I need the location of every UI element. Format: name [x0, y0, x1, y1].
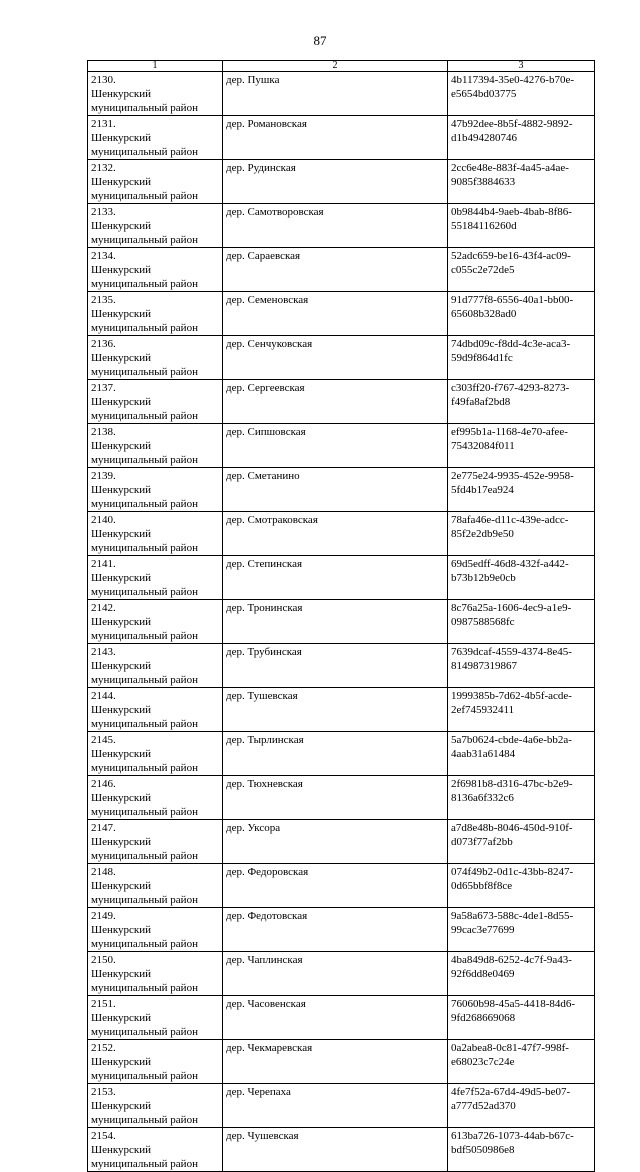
- district-cell: [88, 908, 223, 952]
- settlement-cell: [223, 732, 448, 776]
- district-cell: [88, 732, 223, 776]
- district-name: Шенкурский: [91, 616, 152, 628]
- district-type: муниципальный район: [91, 1070, 198, 1082]
- district-type: муниципальный район: [91, 102, 198, 114]
- row-number: 2152.: [91, 1042, 116, 1054]
- district-type: муниципальный район: [91, 542, 198, 554]
- district-cell: [88, 1128, 223, 1172]
- column-number: 1: [88, 61, 223, 72]
- row-number: 2146.: [91, 778, 116, 790]
- district-line: [91, 469, 219, 497]
- row-number: 2144.: [91, 690, 116, 702]
- guid-part-2: d1b494280746: [451, 132, 517, 144]
- table-row: [88, 116, 595, 160]
- settlement-name: дер. Сараевская: [226, 250, 301, 262]
- row-number: 2150.: [91, 954, 116, 966]
- table-row: [88, 996, 595, 1040]
- row-number: 2130.: [91, 74, 116, 86]
- guid-part-1: 78afa46e-d11c-439e-adcc-: [451, 514, 569, 526]
- row-number: 2136.: [91, 338, 116, 350]
- district-cell: [88, 864, 223, 908]
- settlement-cell: [223, 468, 448, 512]
- guid-cell: [448, 820, 595, 864]
- guid-cell: [448, 116, 595, 160]
- district-cell: [88, 336, 223, 380]
- district-name: Шенкурский: [91, 1056, 152, 1068]
- district-cell: [88, 204, 223, 248]
- row-number: 2147.: [91, 822, 116, 834]
- table-row: [88, 468, 595, 512]
- table-row: [88, 380, 595, 424]
- guid-part-1: 76060b98-45a5-4418-84d6-: [451, 998, 576, 1010]
- settlement-cell: [223, 512, 448, 556]
- settlement-cell: [223, 160, 448, 204]
- district-type: муниципальный район: [91, 586, 198, 598]
- table-row: [88, 1040, 595, 1084]
- settlement-name: дер. Рудинская: [226, 162, 296, 174]
- district-name: Шенкурский: [91, 88, 152, 100]
- district-type: муниципальный район: [91, 718, 198, 730]
- guid-cell: [448, 424, 595, 468]
- district-line: [91, 777, 219, 805]
- row-number: 2133.: [91, 206, 116, 218]
- guid-part-2: d073f77af2bb: [451, 836, 513, 848]
- guid-cell: [448, 248, 595, 292]
- guid-cell: [448, 732, 595, 776]
- settlement-name: дер. Тушевская: [226, 690, 298, 702]
- settlement-name: дер. Тырлинская: [226, 734, 304, 746]
- guid-part-2: 85f2e2db9e50: [451, 528, 514, 540]
- district-type: муниципальный район: [91, 850, 198, 862]
- guid-part-2: 59d9f864d1fc: [451, 352, 513, 364]
- settlement-name: дер. Семеновская: [226, 294, 309, 306]
- guid-cell: [448, 952, 595, 996]
- guid-part-2: a777d52ad370: [451, 1100, 516, 1112]
- guid-cell: [448, 512, 595, 556]
- guid-part-2: 75432084f011: [451, 440, 515, 452]
- row-number: 2134.: [91, 250, 116, 262]
- guid-part-1: c303ff20-f767-4293-8273-: [451, 382, 570, 394]
- district-line: [91, 337, 219, 365]
- settlement-name: дер. Сметанино: [226, 470, 300, 482]
- settlement-name: дер. Тюхневская: [226, 778, 303, 790]
- settlement-name: дер. Черепаха: [226, 1086, 291, 1098]
- guid-cell: [448, 556, 595, 600]
- district-type: муниципальный район: [91, 410, 198, 422]
- district-name: Шенкурский: [91, 396, 152, 408]
- row-number: 2148.: [91, 866, 116, 878]
- settlement-cell: [223, 644, 448, 688]
- guid-part-1: 69d5edff-46d8-432f-a442-: [451, 558, 569, 570]
- guid-part-2: e5654bd03775: [451, 88, 517, 100]
- guid-part-1: 2f6981b8-d316-47bc-b2e9-: [451, 778, 573, 790]
- table-row: [88, 248, 595, 292]
- settlement-cell: [223, 600, 448, 644]
- row-number: 2132.: [91, 162, 116, 174]
- district-cell: [88, 116, 223, 160]
- district-name: Шенкурский: [91, 924, 152, 936]
- district-name: Шенкурский: [91, 572, 152, 584]
- district-name: Шенкурский: [91, 792, 152, 804]
- district-type: муниципальный район: [91, 630, 198, 642]
- guid-cell: [448, 160, 595, 204]
- settlement-cell: [223, 776, 448, 820]
- settlement-name: дер. Сергеевская: [226, 382, 305, 394]
- guid-cell: [448, 776, 595, 820]
- row-number: 2139.: [91, 470, 116, 482]
- row-number: 2145.: [91, 734, 116, 746]
- guid-part-1: 0b9844b4-9aeb-4bab-8f86-: [451, 206, 572, 218]
- district-name: Шенкурский: [91, 528, 152, 540]
- district-line: [91, 381, 219, 409]
- district-type: муниципальный район: [91, 1114, 198, 1126]
- table-row: [88, 1084, 595, 1128]
- guid-part-2: 5fd4b17ea924: [451, 484, 514, 496]
- district-name: Шенкурский: [91, 1012, 152, 1024]
- guid-cell: [448, 908, 595, 952]
- district-line: [91, 293, 219, 321]
- guid-cell: [448, 72, 595, 116]
- district-name: Шенкурский: [91, 220, 152, 232]
- district-line: [91, 205, 219, 233]
- district-line: [91, 557, 219, 585]
- district-line: [91, 1085, 219, 1113]
- district-line: [91, 73, 219, 101]
- table-row: [88, 336, 595, 380]
- settlement-name: дер. Уксора: [226, 822, 281, 834]
- district-line: [91, 909, 219, 937]
- district-name: Шенкурский: [91, 660, 152, 672]
- settlement-name: дер. Сенчуковская: [226, 338, 313, 350]
- guid-part-2: 55184116260d: [451, 220, 517, 232]
- settlement-name: дер. Степинская: [226, 558, 303, 570]
- settlement-name: дер. Тронинская: [226, 602, 303, 614]
- district-type: муниципальный район: [91, 1158, 198, 1170]
- page-number: 87: [313, 33, 327, 48]
- guid-part-1: 5a7b0624-cbde-4a6e-bb2a-: [451, 734, 572, 746]
- district-cell: [88, 776, 223, 820]
- district-line: [91, 1041, 219, 1069]
- district-cell: [88, 820, 223, 864]
- guid-cell: [448, 688, 595, 732]
- settlement-name: дер. Чекмаревская: [226, 1042, 313, 1054]
- district-line: [91, 513, 219, 541]
- district-cell: [88, 292, 223, 336]
- guid-cell: [448, 468, 595, 512]
- district-type: муниципальный район: [91, 762, 198, 774]
- guid-cell: [448, 1128, 595, 1172]
- settlement-cell: [223, 292, 448, 336]
- district-name: Шенкурский: [91, 968, 152, 980]
- table-row: [88, 688, 595, 732]
- guid-part-2: 8136a6f332c6: [451, 792, 514, 804]
- guid-part-2: f49fa8af2bd8: [451, 396, 511, 408]
- settlement-cell: [223, 996, 448, 1040]
- district-cell: [88, 424, 223, 468]
- district-cell: [88, 952, 223, 996]
- district-cell: [88, 556, 223, 600]
- district-line: [91, 997, 219, 1025]
- district-cell: [88, 600, 223, 644]
- district-cell: [88, 996, 223, 1040]
- district-type: муниципальный район: [91, 366, 198, 378]
- district-cell: [88, 380, 223, 424]
- district-name: Шенкурский: [91, 176, 152, 188]
- guid-part-2: bdf5050986e8: [451, 1144, 515, 1156]
- guid-part-1: ef995b1a-1168-4e70-afee-: [451, 426, 568, 438]
- settlement-cell: [223, 864, 448, 908]
- row-number: 2131.: [91, 118, 116, 130]
- district-line: [91, 249, 219, 277]
- district-cell: [88, 644, 223, 688]
- row-number: 2149.: [91, 910, 116, 922]
- guid-cell: [448, 336, 595, 380]
- district-name: Шенкурский: [91, 880, 152, 892]
- guid-part-1: 47b92dee-8b5f-4882-9892-: [451, 118, 573, 130]
- district-cell: [88, 1040, 223, 1084]
- guid-cell: [448, 644, 595, 688]
- column-number: 2: [223, 61, 448, 72]
- settlement-cell: [223, 204, 448, 248]
- district-name: Шенкурский: [91, 264, 152, 276]
- guid-part-1: 74dbd09c-f8dd-4c3e-aca3-: [451, 338, 571, 350]
- settlement-cell: [223, 556, 448, 600]
- district-name: Шенкурский: [91, 704, 152, 716]
- settlement-cell: [223, 952, 448, 996]
- district-type: муниципальный район: [91, 278, 198, 290]
- guid-part-2: 92f6dd8e0469: [451, 968, 515, 980]
- district-line: [91, 953, 219, 981]
- table-row: [88, 556, 595, 600]
- district-cell: [88, 1084, 223, 1128]
- row-number: 2141.: [91, 558, 116, 570]
- district-cell: [88, 160, 223, 204]
- district-name: Шенкурский: [91, 484, 152, 496]
- guid-part-2: 9fd268669068: [451, 1012, 516, 1024]
- district-cell: [88, 72, 223, 116]
- settlement-cell: [223, 336, 448, 380]
- row-number: 2142.: [91, 602, 116, 614]
- guid-part-1: 613ba726-1073-44ab-b67c-: [451, 1130, 574, 1142]
- table-row: [88, 820, 595, 864]
- table-row: [88, 160, 595, 204]
- district-name: Шенкурский: [91, 836, 152, 848]
- guid-cell: [448, 1040, 595, 1084]
- district-name: Шенкурский: [91, 1100, 152, 1112]
- guid-part-1: 9a58a673-588c-4de1-8d55-: [451, 910, 574, 922]
- table-row: [88, 600, 595, 644]
- guid-part-2: 4aab31a61484: [451, 748, 516, 760]
- guid-cell: [448, 204, 595, 248]
- guid-part-2: e68023c7c24e: [451, 1056, 515, 1068]
- settlement-name: дер. Федоровская: [226, 866, 309, 878]
- district-type: муниципальный район: [91, 454, 198, 466]
- column-number: 3: [448, 61, 595, 72]
- district-type: муниципальный район: [91, 322, 198, 334]
- district-line: [91, 733, 219, 761]
- district-name: Шенкурский: [91, 352, 152, 364]
- settlement-name: дер. Чаплинская: [226, 954, 303, 966]
- district-type: муниципальный район: [91, 982, 198, 994]
- guid-part-1: 2cc6e48e-883f-4a45-a4ae-: [451, 162, 569, 174]
- table-row: [88, 1128, 595, 1172]
- guid-part-1: 4fe7f52a-67d4-49d5-be07-: [451, 1086, 571, 1098]
- table-row: [88, 424, 595, 468]
- district-line: [91, 865, 219, 893]
- settlement-name: дер. Пушка: [226, 74, 280, 86]
- district-cell: [88, 512, 223, 556]
- district-type: муниципальный район: [91, 674, 198, 686]
- table-row: [88, 292, 595, 336]
- row-number: 2137.: [91, 382, 116, 394]
- guid-cell: [448, 292, 595, 336]
- table-row: [88, 952, 595, 996]
- settlement-name: дер. Чушевская: [226, 1130, 299, 1142]
- district-name: Шенкурский: [91, 1144, 152, 1156]
- guid-part-1: 91d777f8-6556-40a1-bb00-: [451, 294, 574, 306]
- guid-cell: [448, 864, 595, 908]
- settlement-cell: [223, 1128, 448, 1172]
- guid-part-1: 52adc659-be16-43f4-ac09-: [451, 250, 571, 262]
- district-type: муниципальный район: [91, 806, 198, 818]
- district-type: муниципальный район: [91, 938, 198, 950]
- district-type: муниципальный район: [91, 1026, 198, 1038]
- district-name: Шенкурский: [91, 748, 152, 760]
- guid-part-2: 0987588568fc: [451, 616, 515, 628]
- district-type: муниципальный район: [91, 498, 198, 510]
- table-row: [88, 72, 595, 116]
- guid-cell: [448, 600, 595, 644]
- guid-part-2: c055c2e72de5: [451, 264, 515, 276]
- table-row: [88, 204, 595, 248]
- district-type: муниципальный район: [91, 146, 198, 158]
- settlement-cell: [223, 424, 448, 468]
- guid-part-1: 4b117394-35e0-4276-b70e-: [451, 74, 575, 86]
- row-number: 2153.: [91, 1086, 116, 1098]
- row-number: 2135.: [91, 294, 116, 306]
- row-number: 2151.: [91, 998, 116, 1010]
- district-cell: [88, 468, 223, 512]
- guid-part-1: 074f49b2-0d1c-43bb-8247-: [451, 866, 574, 878]
- district-type: муниципальный район: [91, 894, 198, 906]
- district-line: [91, 117, 219, 145]
- district-line: [91, 161, 219, 189]
- settlement-cell: [223, 72, 448, 116]
- district-name: Шенкурский: [91, 440, 152, 452]
- table-row: [88, 908, 595, 952]
- settlement-name: дер. Федотовская: [226, 910, 308, 922]
- district-cell: [88, 688, 223, 732]
- guid-part-1: 8c76a25a-1606-4ec9-a1e9-: [451, 602, 572, 614]
- table-row: [88, 776, 595, 820]
- settlement-cell: [223, 908, 448, 952]
- guid-part-1: 4ba849d8-6252-4c7f-9a43-: [451, 954, 572, 966]
- guid-part-2: 65608b328ad0: [451, 308, 517, 320]
- settlement-cell: [223, 820, 448, 864]
- settlement-name: дер. Сипшовская: [226, 426, 306, 438]
- settlement-name: дер. Романовская: [226, 118, 307, 130]
- settlement-cell: [223, 1040, 448, 1084]
- district-name: Шенкурский: [91, 132, 152, 144]
- guid-cell: [448, 380, 595, 424]
- guid-part-2: 99cac3e77699: [451, 924, 515, 936]
- settlement-name: дер. Трубинская: [226, 646, 302, 658]
- settlement-cell: [223, 116, 448, 160]
- guid-part-1: 7639dcaf-4559-4374-8e45-: [451, 646, 572, 658]
- district-line: [91, 689, 219, 717]
- guid-cell: [448, 1084, 595, 1128]
- row-number: 2138.: [91, 426, 116, 438]
- guid-part-2: 9085f3884633: [451, 176, 516, 188]
- guid-part-1: a7d8e48b-8046-450d-910f-: [451, 822, 573, 834]
- row-number: 2143.: [91, 646, 116, 658]
- settlement-name: дер. Часовенская: [226, 998, 306, 1010]
- settlement-cell: [223, 380, 448, 424]
- district-name: Шенкурский: [91, 308, 152, 320]
- district-line: [91, 425, 219, 453]
- table-body: [88, 61, 595, 1172]
- guid-part-1: 2e775e24-9935-452e-9958-: [451, 470, 574, 482]
- guid-cell: [448, 996, 595, 1040]
- district-cell: [88, 248, 223, 292]
- settlement-name: дер. Самотворовская: [226, 206, 324, 218]
- district-line: [91, 601, 219, 629]
- settlement-cell: [223, 688, 448, 732]
- guid-part-2: 2ef745932411: [451, 704, 515, 716]
- column-number-row: [88, 61, 595, 72]
- district-line: [91, 645, 219, 673]
- settlement-cell: [223, 1084, 448, 1128]
- guid-part-2: b73b12b9e0cb: [451, 572, 516, 584]
- row-number: 2140.: [91, 514, 116, 526]
- guid-part-1: 0a2abea8-0c81-47f7-998f-: [451, 1042, 569, 1054]
- guid-part-2: 0d65bbf8f8ce: [451, 880, 513, 892]
- settlement-name: дер. Смотраковская: [226, 514, 318, 526]
- district-type: муниципальный район: [91, 234, 198, 246]
- table-row: [88, 864, 595, 908]
- table-row: [88, 512, 595, 556]
- table-row: [88, 644, 595, 688]
- district-line: [91, 821, 219, 849]
- guid-part-1: 1999385b-7d62-4b5f-acde-: [451, 690, 572, 702]
- district-type: муниципальный район: [91, 190, 198, 202]
- guid-part-2: 814987319867: [451, 660, 517, 672]
- settlement-cell: [223, 248, 448, 292]
- settlements-table: [87, 60, 595, 1172]
- table-row: [88, 732, 595, 776]
- district-line: [91, 1129, 219, 1157]
- row-number: 2154.: [91, 1130, 116, 1142]
